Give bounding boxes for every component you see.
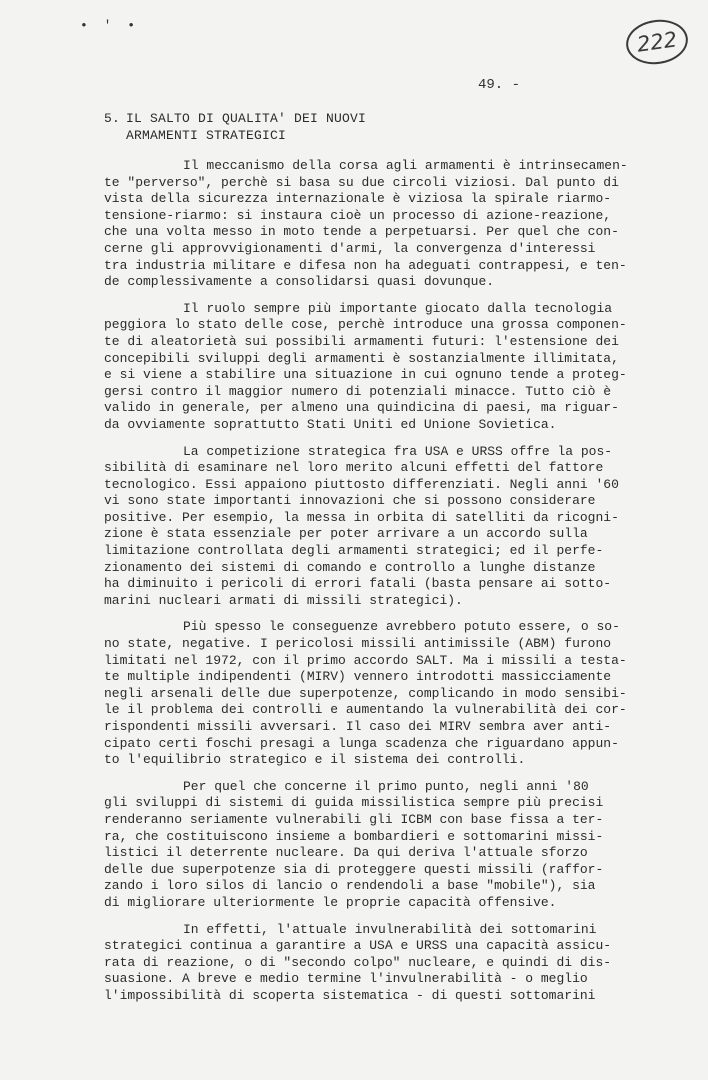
section-heading xyxy=(104,110,366,144)
text-line: gli sviluppi di sistemi di guida missilistica sempre più precisi xyxy=(104,795,604,811)
text-line: l'impossibilità di scoperta sistematica - di questi sottomarini xyxy=(104,987,596,1003)
text-line: tra industria militare e difesa non ha adeguati contrappesi, e ten- xyxy=(104,257,627,273)
archive-stamp-number: 222 xyxy=(635,27,679,57)
text-line: e si viene a stabilire una situazione in cui ognuno tende a proteg- xyxy=(104,367,627,383)
text-line: vi sono state importanti innovazioni che si possono considerare xyxy=(104,493,596,509)
text-line: La competizione strategica fra USA e URSS offre la pos- xyxy=(183,443,613,459)
paragraph xyxy=(104,779,670,912)
text-line: valido in generale, per almeno una quindicina di paesi, ma riguar- xyxy=(104,400,619,416)
text-line: cerne gli approvvigionamenti d'armi, la convergenza d'interessi xyxy=(104,240,596,256)
text-line: to l'equilibrio strategico e il sistema dei controlli. xyxy=(104,752,526,768)
text-line: te multiple indipendenti (MIRV) vennero introdotti massicciamente xyxy=(104,669,612,685)
text-line: limitazione controllata degli armamenti strategici; ed il perfe- xyxy=(104,543,604,559)
text-line: di migliorare ulteriormente le proprie capacità offensive. xyxy=(104,894,557,910)
text-line: de complessivamente a consolidarsi quasi dovunque. xyxy=(104,274,495,290)
section-number: 5. xyxy=(104,111,121,126)
text-line: sibilità di esaminare nel loro merito alcuni effetti del fattore xyxy=(104,460,604,476)
text-line: listici il deterrente nucleare. Da qui deriva l'attuale sforzo xyxy=(104,845,588,861)
text-line: no state, negative. I pericolosi missili antimissile (ABM) furono xyxy=(104,636,612,652)
section-title-line-2: ARMAMENTI STRATEGICI xyxy=(126,128,287,143)
text-line: cipato certi foschi presagi a lunga scadenza che riguardano appun- xyxy=(104,735,619,751)
text-line: tecnologico. Essi appaiono piuttosto differenziati. Negli anni '60 xyxy=(104,476,619,492)
paragraph xyxy=(104,158,670,291)
text-line: zando i loro silos di lancio o rendendoli a base "mobile"), sia xyxy=(104,878,596,894)
text-line: tensione-riarmo: si instaura cioè un processo di azione-reazione, xyxy=(104,207,612,223)
text-line: zione è stata essenziale per poter arrivare a un accordo sulla xyxy=(104,526,588,542)
text-line: vista della sicurezza internazionale è viziosa la spirale riarmo- xyxy=(104,191,612,207)
page-number: 49. - xyxy=(478,77,521,93)
text-line: zionamento dei sistemi di comando e controllo a lunghe distanze xyxy=(104,559,596,575)
text-line: Per quel che concerne il primo punto, negli anni '80 xyxy=(183,778,589,794)
text-line: gersi contro il maggior numero di potenziali minacce. Tutto ciò è xyxy=(104,383,612,399)
text-line: ra, che costituiscono insieme a bombardieri e sottomarini missi- xyxy=(104,828,604,844)
text-line: che una volta messo in moto tende a perpetuarsi. Per quel che con- xyxy=(104,224,619,240)
text-line: ha diminuito i pericoli di errori fatali (basta pensare ai sotto- xyxy=(104,576,612,592)
paragraph xyxy=(104,444,670,610)
text-line: In effetti, l'attuale invulnerabilità dei sottomarini xyxy=(183,921,597,937)
section-title-line-1: IL SALTO DI QUALITA' DEI NUOVI xyxy=(126,111,367,126)
text-line: peggiora lo stato delle cose, perchè introduce una grossa componen- xyxy=(104,317,627,333)
corner-marks: • ' • xyxy=(80,18,140,33)
archive-stamp xyxy=(623,16,691,68)
body-text xyxy=(104,158,670,1015)
text-line: Più spesso le conseguenze avrebbero potuto essere, o so- xyxy=(183,619,620,635)
text-line: strategici continua a garantire a USA e URSS una capacità assicu- xyxy=(104,938,612,954)
text-line: te "perverso", perchè si basa su due circoli viziosi. Dal punto di xyxy=(104,174,619,190)
text-line: da ovviamente soprattutto Stati Uniti ed Unione Sovietica. xyxy=(104,416,557,432)
text-line: concepibili sviluppi degli armamenti è sostanzialmente illimitata, xyxy=(104,350,619,366)
text-line: le il problema dei controlli e aumentando la vulnerabilità dei cor- xyxy=(104,702,627,718)
text-line: limitati nel 1972, con il primo accordo SALT. Ma i missili a testa- xyxy=(104,652,627,668)
text-line: negli arsenali delle due superpotenze, complicando in modo sensibi- xyxy=(104,685,627,701)
text-line: renderanno seriamente vulnerabili gli ICBM con base fissa a ter- xyxy=(104,811,604,827)
text-line: te di aleatorietà sui possibili armamenti futuri: l'estensione dei xyxy=(104,333,619,349)
text-line: marini nucleari armati di missili strategici). xyxy=(104,592,463,608)
text-line: Il meccanismo della corsa agli armamenti è intrinsecamen- xyxy=(183,158,628,173)
text-line: delle due superpotenze sia di proteggere questi missili (raffor- xyxy=(104,861,604,877)
text-line: rata di reazione, o di "secondo colpo" nucleare, e quindi di dis- xyxy=(104,954,612,970)
paragraph xyxy=(104,619,670,768)
text-line: suasione. A breve e medio termine l'invulnerabilità - o meglio xyxy=(104,971,588,987)
paragraph xyxy=(104,922,670,1005)
text-line: Il ruolo sempre più importante giocato dalla tecnologia xyxy=(183,300,613,316)
paragraph xyxy=(104,301,670,434)
text-line: positive. Per esempio, la messa in orbita di satelliti da ricogni- xyxy=(104,509,619,525)
text-line: rispondenti missili avversari. Il caso dei MIRV sembra aver anti- xyxy=(104,719,612,734)
